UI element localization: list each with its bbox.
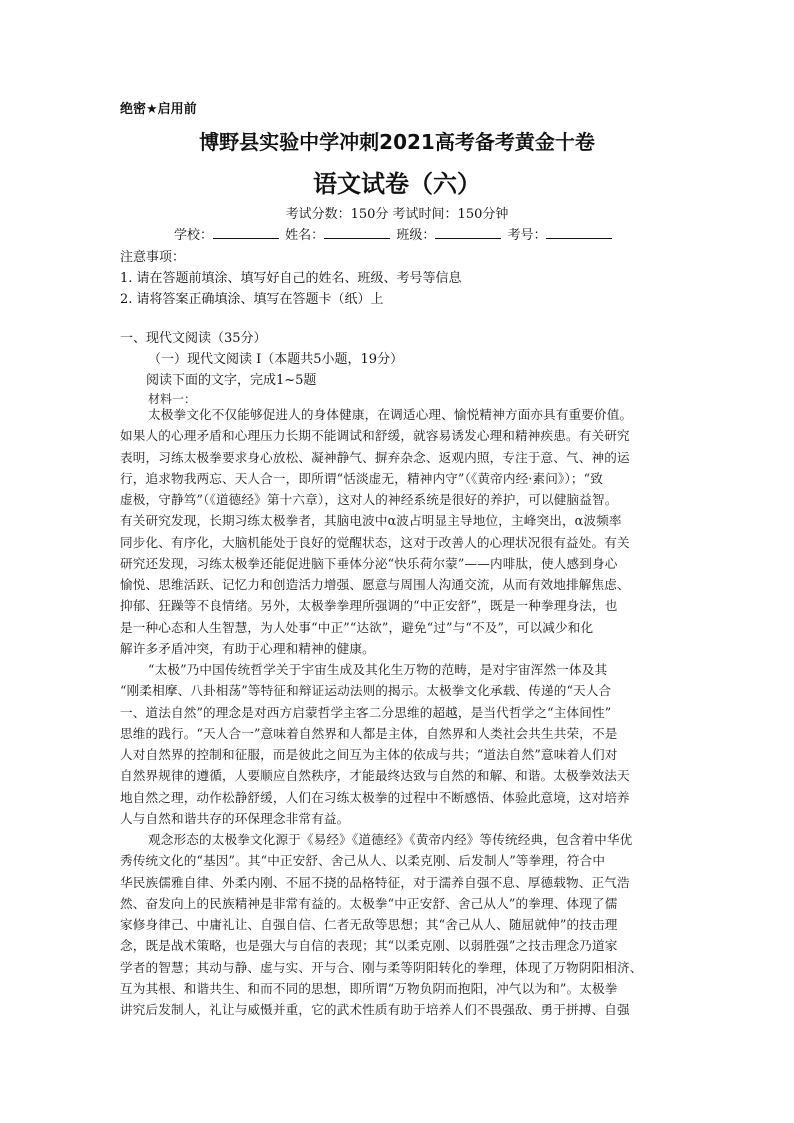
reading-passage: [120, 404, 676, 1020]
name-blank[interactable]: [324, 226, 390, 239]
passage-line: “太极”乃中国传统哲学关于宇宙生成及其化生万物的范畴，是对宇宙浑然一体及其: [148, 662, 608, 677]
number-blank[interactable]: [546, 226, 612, 239]
exam-subtitle: 语文试卷（六）: [313, 170, 481, 198]
school-blank[interactable]: [213, 226, 279, 239]
class-blank[interactable]: [435, 226, 501, 239]
passage-line: 人对自然界的控制和征服，而是彼此之间互为主体的依成与共；“道法自然”意味着人们对: [120, 747, 618, 762]
passage-line: 学者的智慧；其动与静、虚与实、开与合、刚与柔等阴阳转化的拳理，体现了万物阴阳相济、: [120, 959, 643, 975]
passage-line: 念，既是战术策略，也是强大与自信的表现；其“以柔克刚、以弱胜强”之技击理念乃道家: [120, 938, 618, 954]
passage-line: 互为其根、和谐共生、和而不同的思想，即所谓“万物负阴而抱阳，冲气以为和”。太极拳: [120, 980, 618, 996]
confidential-mark: 绝密★启用前: [120, 102, 197, 117]
exam-title: 博野县实验中学冲刺2021高考备考黄金十卷: [199, 130, 595, 154]
passage-line: 研究还发现，习练太极拳还能促进脑下垂体分泌“快乐荷尔蒙”——内啡肽，使人感到身心: [120, 555, 618, 571]
note-item: 1. 请在答题前填涂、填写好自己的姓名、班级、考号等信息: [120, 271, 462, 286]
class-label: 班级：: [396, 228, 436, 243]
note-item: 2. 请将答案正确填涂、填写在答题卡（纸）上: [120, 292, 384, 307]
subsection-heading: （一）现代文阅读 I（本题共5小题，19分）: [148, 352, 404, 367]
passage-line: 然、奋发向上的民族精神是非常有益的。太极拳“中正安舒、舍己从人”的拳理、体现了儒: [120, 895, 618, 911]
passage-line: 是一种心态和人生智慧，为人处事“中正”“达欲”，避免“过”与“不及”，可以减少和化: [120, 619, 594, 635]
passage-line: 思维的践行。“天人合一”意味着自然界和人都是主体，自然界和人类社会共生共荣，不是: [120, 725, 618, 741]
passage-line: 一、道法自然”的理念是对西方启蒙哲学主客二分思维的超越，是当代哲学之“主体间性”: [120, 704, 612, 720]
passage-line: 华民族儒雅自律、外柔内刚、不屈不挠的品格特征，对于濡养自强不息、厚德载物、正气浩: [120, 874, 630, 890]
passage-line: 愉悦、思维活跃、记忆力和创造活力增强、愿意与周围人沟通交流，从而有效地排解焦虑、: [120, 577, 630, 592]
student-info-fields: [174, 224, 614, 243]
notes-heading: 注意事项：: [120, 250, 186, 265]
passage-line: 太极拳文化不仅能够促进人的身体健康，在调适心理、愉悦精神方面亦具有重要价值。: [148, 407, 633, 422]
passage-line: 抑郁、狂躁等不良情绪。另外，太极拳拳理所强调的“中正安舒”，既是一种拳理身法，也: [120, 598, 618, 614]
passage-line: 地自然之理，动作松静舒缓，人们在习练太极拳的过程中不断感悟、体验此意境，这对培养: [120, 789, 630, 805]
passage-line: 解许多矛盾冲突，有助于心理和精神的健康。: [120, 640, 375, 656]
passage-line: 观念形态的太极拳文化源于《易经》《道德经》《黄帝内经》等传统经典，包含着中华优: [148, 832, 633, 847]
passage-line: 讲究后发制人，礼让与威慑并重，它的武术性质有助于培养人们不畏强敌、勇于拼搏、自强: [120, 1002, 630, 1017]
passage-line: 表明，习练太极拳要求身心放松、凝神静气、摒弃杂念、返观内照，专注于意、气、神的运: [120, 449, 630, 465]
passage-line: 同步化、有序化，大脑机能处于良好的觉醒状态，这对于改善人的心理状况很有益处。有关: [120, 534, 630, 550]
exam-info: 考试分数：150分 考试时间：150分钟: [285, 207, 509, 222]
section-heading: 一、现代文阅读（35分）: [120, 331, 267, 346]
passage-line: 如果人的心理矛盾和心理压力长期不能调试和舒缓，就容易诱发心理和精神疾患。有关研究: [120, 428, 630, 444]
reading-instruction: 阅读下面的文字，完成1~5题: [146, 373, 317, 388]
material-label: 材料一：: [148, 392, 197, 406]
school-label: 学校：: [174, 228, 214, 243]
passage-line: 有关研究发现，长期习练太极拳者，其脑电波中α波占明显主导地位，主峰突出，α波频率: [120, 513, 622, 529]
name-label: 姓名：: [285, 228, 325, 243]
passage-line: 虚极，守静笃”（《道德经》第十六章），这对人的神经系统是很好的养护，可以健脑益智。: [120, 492, 618, 507]
passage-line: 行，追求物我两忘、天人合一，即所谓“恬淡虚无，精神内守”（《黄帝内经·素问》）；“致: [120, 470, 603, 486]
number-label: 考号：: [507, 228, 547, 243]
passage-line: 自然界规律的遵循，人要顺应自然秩序，才能最终达致与自然的和解、和谐。太极拳效法天: [120, 768, 630, 784]
passage-line: “刚柔相摩、八卦相荡”等特征和辩证运动法则的揭示。太极拳文化承载、传递的“天人合: [120, 683, 612, 699]
passage-line: 家修身律己、中庸礼让、自强自信、仁者无敌等思想；其“舍己从人、随屈就伸”的技击理: [120, 917, 618, 932]
passage-line: 人与自然和谐共存的环保理念非常有益。: [120, 810, 350, 826]
passage-line: 秀传统文化的“基因”。其“中正安舒、舍己从人、以柔克刚、后发制人”等拳理，符合中: [120, 853, 606, 869]
